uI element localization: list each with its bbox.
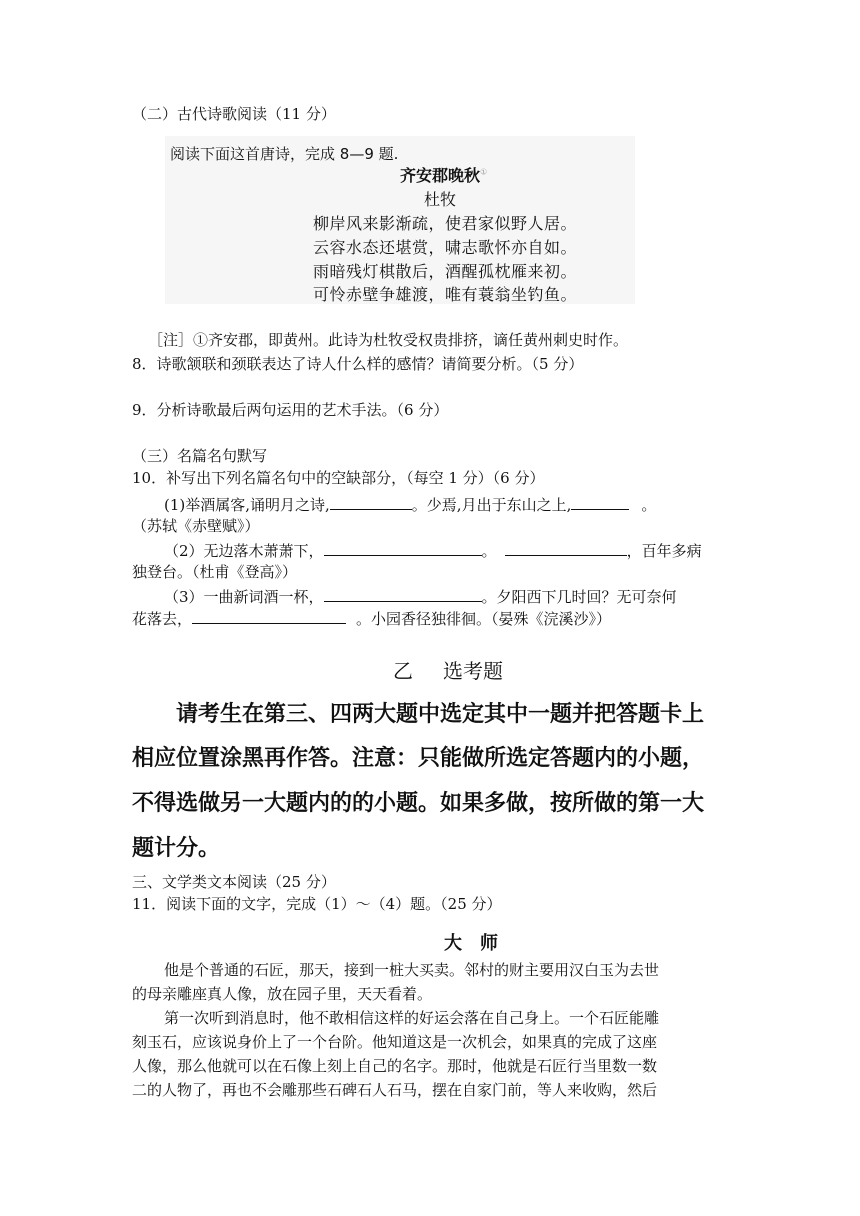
item-1-source: （苏轼《赤壁赋》） <box>132 517 260 535</box>
paragraph-line: 第一次听到消息时，他不敢相信这样的好运会落在自己身上。一个石匠能雕 <box>164 1009 660 1027</box>
question-8: 8．诗歌颔联和颈联表达了诗人什么样的感情？请简要分析。（5 分） <box>132 355 584 373</box>
question-10: 10．补写出下列名篇名句中的空缺部分，（每空 1 分）（6 分） <box>132 469 545 487</box>
item-3-text-a: （3）一曲新词酒一杯， <box>164 588 324 606</box>
instruction-line: 题计分。 <box>132 836 221 861</box>
item-2-source: 独登台。（杜甫《登高》） <box>132 563 298 581</box>
section-heading-poetry: （二）古代诗歌阅读（11 分） <box>132 105 336 123</box>
paragraph-line: 二的人物了，再也不会雕那些石碑石人石马，摆在自家门前，等人来收购，然后 <box>132 1081 658 1099</box>
poem-line: 可怜赤壁争雄渡，唯有蓑翁坐钓鱼。 <box>313 285 578 304</box>
poem-note: ［注］①齐安郡，即黄州。此诗为杜牧受权贵排挤，谪任黄州刺史时作。 <box>148 331 629 349</box>
poem-line: 柳岸风来影渐疏，使君家似野人居。 <box>313 214 578 233</box>
poem-title <box>400 163 487 186</box>
article-title: 大 师 <box>444 933 498 954</box>
item-1-text-c: 。 <box>641 496 657 514</box>
poem-line: 雨暗残灯棋散后，酒醒孤枕雁来初。 <box>313 262 578 281</box>
answer-blank[interactable] <box>192 608 346 624</box>
item-2-text-a: （2）无边落木萧萧下， <box>164 542 324 560</box>
answer-blank[interactable] <box>330 494 412 510</box>
section-heading-literary: 三、文学类文本阅读（25 分） <box>132 873 336 891</box>
item-3-text-c: 花落去， <box>132 610 193 628</box>
answer-blank[interactable] <box>505 540 627 556</box>
part-heading <box>393 655 503 684</box>
paragraph-line: 人像，那么他就可以在石像上刻上自己的名字。那时，他就是石匠行当里数一数 <box>132 1057 658 1075</box>
instruction-line: 请考生在第三、四两大题中选定其中一题并把答题卡上 <box>176 702 705 727</box>
answer-blank[interactable] <box>324 540 482 556</box>
paragraph-line: 刻玉石，应该说身价上了一个台阶。他知道这是一次机会，如果真的完成了这座 <box>132 1033 658 1051</box>
item-3-text-d: 。小园香径独徘徊。（晏殊《浣溪沙》） <box>356 610 612 628</box>
recitation-item-2 <box>164 540 702 561</box>
answer-blank[interactable] <box>571 494 629 510</box>
instruction-line: 相应位置涂黑再作答。注意：只能做所选定答题内的小题， <box>132 746 705 771</box>
instruction-line: 不得选做另一大题内的的小题。如果多做，按所做的第一大 <box>132 791 705 816</box>
question-11: 11．阅读下面的文字，完成（1）～（4）题。（25 分） <box>132 895 502 913</box>
recitation-item-3-cont <box>132 608 611 629</box>
item-2-text-b: 。 <box>481 542 497 560</box>
poem-intro: 阅读下面这首唐诗，完成 8—9 题. <box>170 145 399 163</box>
footnote-mark: ① <box>480 167 488 177</box>
recitation-item-1 <box>164 494 656 515</box>
poem-line: 云容水态还堪赏，啸志歌怀亦自如。 <box>313 238 578 257</box>
recitation-item-3 <box>164 586 677 607</box>
item-1-text-b: 。少焉,月出于东山之上, <box>411 496 572 514</box>
poem-author: 杜牧 <box>424 190 457 209</box>
question-9: 9．分析诗歌最后两句运用的艺术手法。（6 分） <box>132 401 449 419</box>
poem-title-text: 齐安郡晚秋 <box>400 166 481 185</box>
item-2-text-c: ，百年多病 <box>626 542 702 560</box>
part-heading-b: 选考题 <box>443 659 503 683</box>
paragraph-line: 的母亲雕座真人像，放在园子里，天天看着。 <box>132 985 433 1003</box>
paragraph-line: 他是个普通的石匠，那天，接到一桩大买卖。邻村的财主要用汉白玉为去世 <box>164 961 660 979</box>
answer-blank[interactable] <box>324 586 482 602</box>
item-3-text-b: 。夕阳西下几时回？无可奈何 <box>481 588 677 606</box>
section-heading-recitation: （三）名篇名句默写 <box>132 447 268 465</box>
part-heading-a: 乙 <box>393 659 413 683</box>
item-1-text-a: (1)举酒属客,诵明月之诗, <box>164 496 330 514</box>
